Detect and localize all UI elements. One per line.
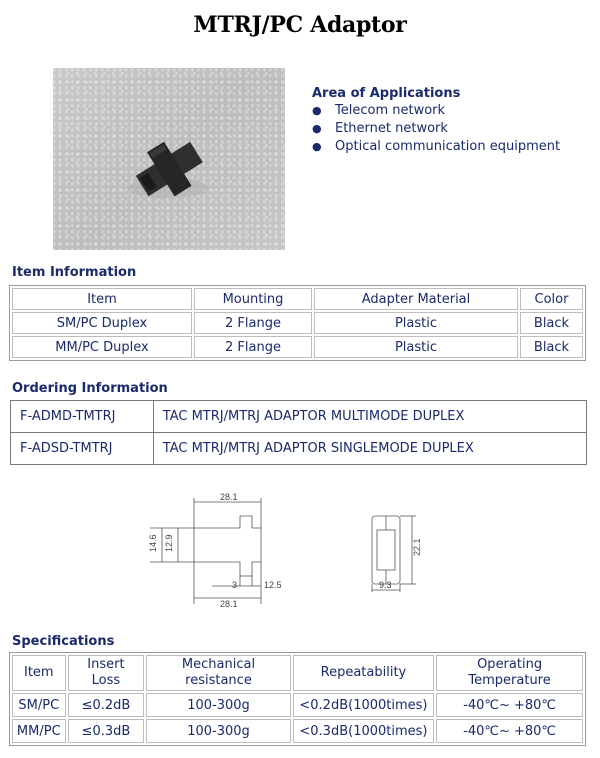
list-item-label: Ethernet network: [335, 121, 448, 136]
dimension-drawing: [150, 490, 450, 610]
applications-section: [312, 86, 560, 156]
table-cell: 100-300g: [146, 693, 290, 717]
table-cell: <0.3dB(1000times): [293, 719, 434, 743]
dim-height-outer: 14.6: [148, 534, 158, 552]
list-item: [312, 120, 560, 138]
product-photo: [53, 68, 285, 250]
table-cell: -40℃~ +80℃: [436, 719, 583, 743]
dim-top-width: 28.1: [220, 492, 238, 502]
table-cell: Black: [520, 336, 583, 358]
table-cell: 2 Flange: [194, 312, 312, 334]
column-header: [12, 655, 66, 691]
table-cell: SM/PC Duplex: [12, 312, 192, 334]
part-number-cell: F-ADSD-TMTRJ: [11, 433, 154, 465]
table-row: [12, 312, 583, 334]
description-cell: TAC MTRJ/MTRJ ADAPTOR SINGLEMODE DUPLEX: [153, 433, 586, 465]
column-header: [146, 655, 290, 691]
table-cell: MM/PC Duplex: [12, 336, 192, 358]
column-header: [68, 655, 145, 691]
table-header-row: [12, 655, 583, 691]
column-header-line: Mechanical: [181, 657, 256, 672]
table-row: [12, 693, 583, 717]
dim-side-width: 9.3: [379, 580, 392, 590]
column-header-line: Temperature: [468, 673, 551, 688]
list-item: [312, 138, 560, 156]
column-header-line: Insert: [87, 657, 125, 672]
column-header: [436, 655, 583, 691]
applications-heading: Area of Applications: [312, 86, 461, 101]
column-header-line: Loss: [91, 673, 121, 688]
dim-side-height: 22.1: [412, 538, 422, 556]
table-row: [12, 336, 583, 358]
bullet-icon: ●: [312, 122, 322, 135]
column-header-line: Repeatability: [320, 665, 407, 680]
column-header-line: Operating: [477, 657, 543, 672]
table-cell: MM/PC: [12, 719, 66, 743]
list-item-label: Telecom network: [335, 103, 446, 118]
column-header: Color: [520, 288, 583, 310]
table-cell: ≤0.2dB: [68, 693, 145, 717]
table-cell: -40℃~ +80℃: [436, 693, 583, 717]
column-header: Item: [12, 288, 192, 310]
table-header-row: [12, 288, 583, 310]
ordering-info-heading: Ordering Information: [12, 381, 168, 396]
item-info-heading: Item Information: [12, 265, 137, 280]
description-cell: TAC MTRJ/MTRJ ADAPTOR MULTIMODE DUPLEX: [153, 401, 586, 433]
page-title: MTRJ/PC Adaptor: [193, 12, 407, 38]
column-header-line: Item: [24, 665, 54, 680]
bullet-icon: ●: [312, 104, 322, 117]
list-item-label: Optical communication equipment: [335, 139, 561, 154]
table-cell: 2 Flange: [194, 336, 312, 358]
column-header-line: resistance: [185, 673, 252, 688]
column-header: [293, 655, 434, 691]
table-cell: ≤0.3dB: [68, 719, 145, 743]
dim-height-inner: 12.9: [164, 534, 174, 552]
table-cell: 100-300g: [146, 719, 290, 743]
table-cell: <0.2dB(1000times): [293, 693, 434, 717]
dim-flange: 3: [232, 580, 238, 590]
table-row: [11, 401, 587, 433]
table-row: [12, 719, 583, 743]
table-cell: SM/PC: [12, 693, 66, 717]
table-cell: Plastic: [314, 312, 518, 334]
part-number-cell: F-ADMD-TMTRJ: [11, 401, 154, 433]
dim-body-right: 12.5: [264, 580, 282, 590]
list-item: [312, 102, 560, 120]
item-info-table: [9, 285, 586, 361]
table-cell: Black: [520, 312, 583, 334]
ordering-info-table: [10, 400, 587, 465]
table-cell: Plastic: [314, 336, 518, 358]
specifications-table: [9, 652, 586, 746]
column-header: Adapter Material: [314, 288, 518, 310]
dim-bottom-width: 28.1: [220, 599, 238, 609]
column-header: Mounting: [194, 288, 312, 310]
table-row: [11, 433, 587, 465]
bullet-icon: ●: [312, 140, 322, 153]
applications-list: [312, 102, 560, 156]
specifications-heading: Specifications: [12, 634, 115, 649]
